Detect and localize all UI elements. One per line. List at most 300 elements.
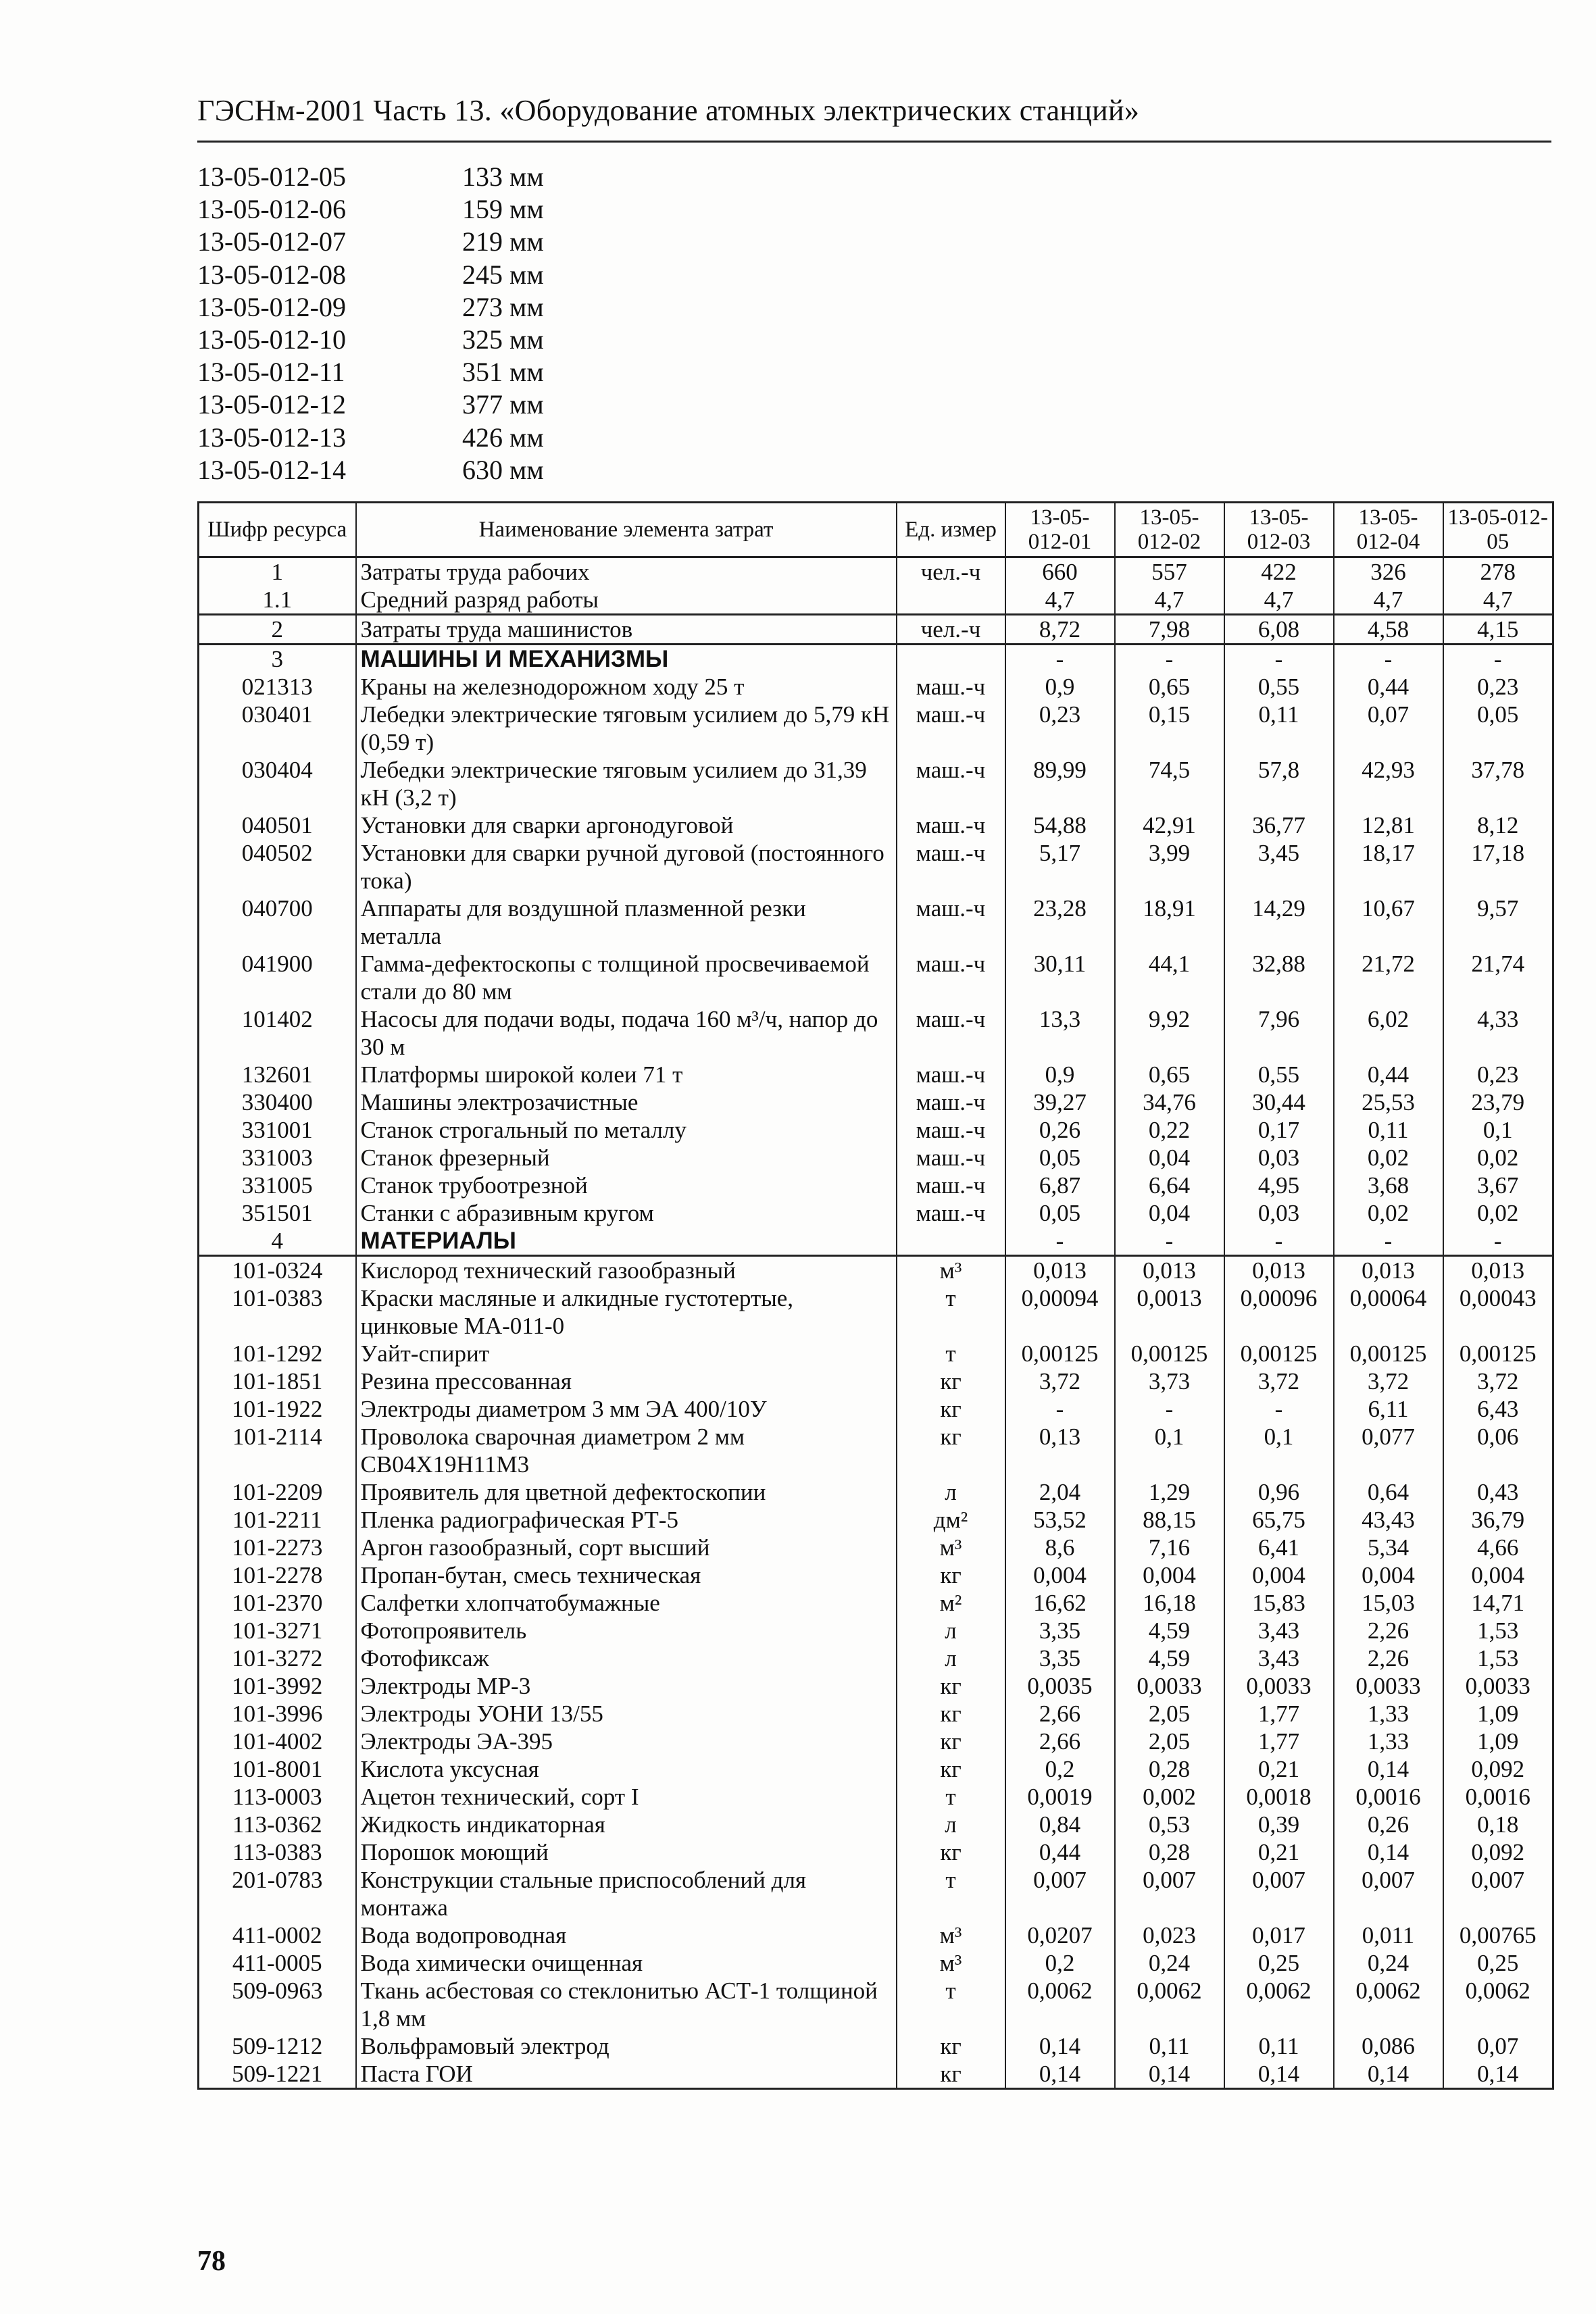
resource-value: 1,53: [1443, 1644, 1553, 1672]
page-number: 78: [197, 2246, 226, 2277]
resource-value: 44,1: [1115, 950, 1224, 1005]
resource-code: 1: [199, 557, 356, 586]
resource-unit: л: [897, 1617, 1005, 1644]
table-row: [199, 1367, 1553, 1395]
resource-value: 4,7: [1224, 586, 1334, 615]
resource-value: 0,03: [1224, 1144, 1334, 1172]
resource-name: МАТЕРИАЛЫ: [356, 1227, 897, 1256]
table-row: [199, 557, 1553, 586]
resource-value: 0,04: [1115, 1199, 1224, 1227]
table-row: [199, 586, 1553, 615]
resource-code: 101-3271: [199, 1617, 356, 1644]
resource-unit: кг: [897, 1838, 1005, 1866]
resource-value: 2,05: [1115, 1700, 1224, 1728]
table-row: [199, 811, 1553, 839]
resource-value: -: [1005, 1227, 1115, 1256]
resource-value: 0,05: [1443, 701, 1553, 756]
resource-value: 0,0033: [1115, 1672, 1224, 1700]
resource-unit: т: [897, 1284, 1005, 1340]
pipe-diameter: 426 мм: [462, 422, 544, 453]
resource-value: 0,0062: [1224, 1977, 1334, 2032]
resource-value: 3,99: [1115, 839, 1224, 895]
resource-value: 34,76: [1115, 1088, 1224, 1116]
resource-name: Проявитель для цветной дефектоскопии: [356, 1478, 897, 1506]
header-code: Шифр ресурса: [199, 503, 356, 557]
resource-value: 0,017: [1224, 1921, 1334, 1949]
resource-code: 411-0002: [199, 1921, 356, 1949]
resource-value: 0,00125: [1334, 1340, 1443, 1367]
resource-value: 0,00043: [1443, 1284, 1553, 1340]
resource-unit: л: [897, 1478, 1005, 1506]
table-row: [199, 1644, 1553, 1672]
resource-value: 0,2: [1005, 1949, 1115, 1977]
resource-value: 23,28: [1005, 895, 1115, 950]
resource-value: 0,96: [1224, 1478, 1334, 1506]
table-row: [199, 1700, 1553, 1728]
resource-value: 18,17: [1334, 839, 1443, 895]
resource-code: 101-3996: [199, 1700, 356, 1728]
resource-value: 422: [1224, 557, 1334, 586]
resource-value: 1,77: [1224, 1728, 1334, 1755]
resource-name: Станок фрезерный: [356, 1144, 897, 1172]
resource-name: Станок строгальный по металлу: [356, 1116, 897, 1144]
resource-value: 4,7: [1115, 586, 1224, 615]
resource-value: 42,91: [1115, 811, 1224, 839]
resource-value: 0,26: [1005, 1116, 1115, 1144]
resource-value: 0,44: [1334, 673, 1443, 701]
resource-name: Краски масляные и алкидные густотертые, цинковые МА-011-0: [356, 1284, 897, 1340]
resource-unit: л: [897, 1644, 1005, 1672]
resource-name: Паста ГОИ: [356, 2060, 897, 2089]
resource-value: 0,1: [1443, 1116, 1553, 1144]
resource-value: 0,007: [1224, 1866, 1334, 1921]
resource-value: 0,18: [1443, 1811, 1553, 1838]
resource-value: -: [1224, 1227, 1334, 1256]
table-row: [199, 1921, 1553, 1949]
resource-value: 0,84: [1005, 1811, 1115, 1838]
table-row: [199, 1172, 1553, 1199]
pipe-diameter: 630 мм: [462, 454, 544, 485]
resource-name: Салфетки хлопчатобумажные: [356, 1589, 897, 1617]
norm-code: 13-05-012-06: [197, 194, 346, 225]
resource-name: Кислота уксусная: [356, 1755, 897, 1783]
table-row: [199, 673, 1553, 701]
resource-unit: маш.-ч: [897, 756, 1005, 811]
resource-value: 16,62: [1005, 1589, 1115, 1617]
resource-value: 9,92: [1115, 1005, 1224, 1061]
resource-name: Гамма-дефектоскопы с толщиной просвечиваемой стали до 80 мм: [356, 950, 897, 1005]
table-row: [199, 1340, 1553, 1367]
resource-value: 1,33: [1334, 1700, 1443, 1728]
resource-value: 0,55: [1224, 673, 1334, 701]
resource-code: 331005: [199, 1172, 356, 1199]
resource-name: Машины электрозачистные: [356, 1088, 897, 1116]
resource-value: 0,23: [1005, 701, 1115, 756]
table-row: [199, 1561, 1553, 1589]
resource-value: 0,011: [1334, 1921, 1443, 1949]
resource-value: 0,023: [1115, 1921, 1224, 1949]
resource-value: 54,88: [1005, 811, 1115, 839]
resource-name: Лебедки электрические тяговым усилием до 5,79 кН (0,59 т): [356, 701, 897, 756]
resource-value: 0,00765: [1443, 1921, 1553, 1949]
resource-code: 113-0383: [199, 1838, 356, 1866]
table-row: [199, 1423, 1553, 1478]
header-col-1: 13-05-012-01: [1005, 503, 1115, 557]
resource-value: 36,77: [1224, 811, 1334, 839]
resource-code: 101402: [199, 1005, 356, 1061]
header-col-4: 13-05-012-04: [1334, 503, 1443, 557]
resource-value: -: [1115, 1395, 1224, 1423]
resource-code: 101-1851: [199, 1367, 356, 1395]
table-row: [199, 1728, 1553, 1755]
resource-code: 101-2114: [199, 1423, 356, 1478]
resource-name: Аппараты для воздушной плазменной резки металла: [356, 895, 897, 950]
resource-value: 3,72: [1005, 1367, 1115, 1395]
pipe-diameter: 351 мм: [462, 357, 544, 388]
resource-value: 4,7: [1443, 586, 1553, 615]
resource-value: 89,99: [1005, 756, 1115, 811]
resource-value: 4,7: [1334, 586, 1443, 615]
resource-value: 0,004: [1224, 1561, 1334, 1589]
resource-value: 0,65: [1115, 673, 1224, 701]
resource-value: 43,43: [1334, 1506, 1443, 1534]
resource-value: 0,2: [1005, 1755, 1115, 1783]
resource-value: 2,66: [1005, 1700, 1115, 1728]
header-col-3: 13-05-012-03: [1224, 503, 1334, 557]
resource-value: 0,013: [1005, 1256, 1115, 1285]
resource-value: 0,25: [1443, 1949, 1553, 1977]
resource-name: Электроды МР-3: [356, 1672, 897, 1700]
resource-code: 331001: [199, 1116, 356, 1144]
resource-name: Ткань асбестовая со стеклонитью АСТ-1 толщиной 1,8 мм: [356, 1977, 897, 2032]
resource-unit: дм²: [897, 1506, 1005, 1534]
resource-value: 30,11: [1005, 950, 1115, 1005]
resource-value: 0,25: [1224, 1949, 1334, 1977]
resource-unit: т: [897, 1340, 1005, 1367]
resource-value: 0,0062: [1115, 1977, 1224, 2032]
resource-value: 0,0016: [1443, 1783, 1553, 1811]
resource-value: 42,93: [1334, 756, 1443, 811]
resource-value: 0,43: [1443, 1478, 1553, 1506]
resource-value: 0,0013: [1115, 1284, 1224, 1340]
resource-name: Насосы для подачи воды, подача 160 м³/ч, напор до 30 м: [356, 1005, 897, 1061]
header-name: Наименование элемента затрат: [356, 503, 897, 557]
resource-code: 101-2370: [199, 1589, 356, 1617]
resource-code: 041900: [199, 950, 356, 1005]
resource-unit: маш.-ч: [897, 839, 1005, 895]
pipe-diameter: 273 мм: [462, 291, 544, 322]
resource-value: 7,96: [1224, 1005, 1334, 1061]
norm-code: 13-05-012-11: [197, 357, 345, 388]
resource-value: 4,59: [1115, 1644, 1224, 1672]
resource-value: 8,12: [1443, 811, 1553, 839]
resource-value: 326: [1334, 557, 1443, 586]
resource-unit: т: [897, 1977, 1005, 2032]
resource-value: 37,78: [1443, 756, 1553, 811]
table-row: [199, 1672, 1553, 1700]
resource-value: 0,0033: [1334, 1672, 1443, 1700]
resource-value: 3,73: [1115, 1367, 1224, 1395]
resource-unit: кг: [897, 1423, 1005, 1478]
resource-code: 2: [199, 615, 356, 645]
resource-value: 14,29: [1224, 895, 1334, 950]
resource-value: 1,33: [1334, 1728, 1443, 1755]
resource-value: 5,34: [1334, 1534, 1443, 1561]
resource-value: 1,77: [1224, 1700, 1334, 1728]
resource-value: 1,09: [1443, 1728, 1553, 1755]
resource-name: Вода химически очищенная: [356, 1949, 897, 1977]
resource-code: 351501: [199, 1199, 356, 1227]
table-row: [199, 1949, 1553, 1977]
resource-value: 6,43: [1443, 1395, 1553, 1423]
resource-name: Пленка радиографическая РТ-5: [356, 1506, 897, 1534]
resource-unit: кг: [897, 1561, 1005, 1589]
resource-value: 0,0035: [1005, 1672, 1115, 1700]
resource-value: 0,004: [1005, 1561, 1115, 1589]
resource-value: 3,72: [1224, 1367, 1334, 1395]
resource-value: 0,0062: [1005, 1977, 1115, 2032]
resource-value: 7,98: [1115, 615, 1224, 645]
resource-value: 2,05: [1115, 1728, 1224, 1755]
table-row: [199, 895, 1553, 950]
header-col-5: 13-05-012-05: [1443, 503, 1553, 557]
resource-name: Вольфрамовый электрод: [356, 2032, 897, 2060]
resource-value: 3,72: [1443, 1367, 1553, 1395]
norm-code: 13-05-012-14: [197, 454, 346, 485]
resource-name: Проволока сварочная диаметром 2 мм СВ04Х19Н11М3: [356, 1423, 897, 1478]
resource-value: 0,0018: [1224, 1783, 1334, 1811]
resource-value: -: [1224, 1395, 1334, 1423]
resource-unit: [897, 586, 1005, 615]
resource-unit: маш.-ч: [897, 1172, 1005, 1199]
resource-value: 3,43: [1224, 1617, 1334, 1644]
table-row: [199, 1256, 1553, 1285]
section-row: [199, 645, 1553, 674]
resource-unit: маш.-ч: [897, 1061, 1005, 1088]
resource-unit: м³: [897, 1921, 1005, 1949]
resource-value: 21,72: [1334, 950, 1443, 1005]
resource-value: 0,00064: [1334, 1284, 1443, 1340]
resource-value: 278: [1443, 557, 1553, 586]
resource-value: 4,15: [1443, 615, 1553, 645]
resource-code: 101-3272: [199, 1644, 356, 1672]
resource-value: -: [1334, 1227, 1443, 1256]
resource-value: 0,05: [1005, 1199, 1115, 1227]
resource-value: 0,14: [1334, 1838, 1443, 1866]
resource-unit: м³: [897, 1256, 1005, 1285]
pipe-diameter: 133 мм: [462, 161, 544, 192]
header-col-2: 13-05-012-02: [1115, 503, 1224, 557]
resource-value: 0,0033: [1224, 1672, 1334, 1700]
resource-value: 18,91: [1115, 895, 1224, 950]
resource-value: 32,88: [1224, 950, 1334, 1005]
table-row: [199, 1284, 1553, 1340]
resource-value: 0,00125: [1005, 1340, 1115, 1367]
resource-name: Ацетон технический, сорт I: [356, 1783, 897, 1811]
resource-value: -: [1334, 645, 1443, 674]
resource-value: 0,1: [1115, 1423, 1224, 1478]
resource-value: 10,67: [1334, 895, 1443, 950]
resource-value: 0,21: [1224, 1755, 1334, 1783]
resource-value: 4,33: [1443, 1005, 1553, 1061]
table-header-row: [199, 503, 1553, 557]
resource-value: 0,39: [1224, 1811, 1334, 1838]
resource-value: 0,11: [1115, 2032, 1224, 2060]
resource-value: 36,79: [1443, 1506, 1553, 1534]
resource-unit: кг: [897, 2032, 1005, 2060]
resource-code: 101-2278: [199, 1561, 356, 1589]
resource-value: 0,092: [1443, 1838, 1553, 1866]
resource-code: 509-1212: [199, 2032, 356, 2060]
table-row: [199, 1199, 1553, 1227]
resource-table: [197, 501, 1554, 2090]
resource-value: 0,14: [1334, 2060, 1443, 2089]
resource-unit: чел.-ч: [897, 615, 1005, 645]
resource-code: 101-0383: [199, 1284, 356, 1340]
resource-code: 101-3992: [199, 1672, 356, 1700]
resource-name: МАШИНЫ И МЕХАНИЗМЫ: [356, 645, 897, 674]
resource-name: Лебедки электрические тяговым усилием до 31,39 кН (3,2 т): [356, 756, 897, 811]
resource-value: 0,05: [1005, 1144, 1115, 1172]
resource-value: 0,013: [1224, 1256, 1334, 1285]
resource-unit: м³: [897, 1949, 1005, 1977]
resource-value: 0,26: [1334, 1811, 1443, 1838]
resource-value: 0,28: [1115, 1838, 1224, 1866]
resource-name: Установки для сварки ручной дуговой (постоянного тока): [356, 839, 897, 895]
table-row: [199, 1838, 1553, 1866]
resource-value: 0,64: [1334, 1478, 1443, 1506]
resource-value: 1,53: [1443, 1617, 1553, 1644]
resource-value: 0,0062: [1443, 1977, 1553, 2032]
resource-code: 101-2209: [199, 1478, 356, 1506]
resource-value: 0,14: [1224, 2060, 1334, 2089]
resource-value: 16,18: [1115, 1589, 1224, 1617]
resource-value: 0,14: [1005, 2060, 1115, 2089]
resource-value: 0,00094: [1005, 1284, 1115, 1340]
resource-code: 201-0783: [199, 1866, 356, 1921]
resource-value: 0,22: [1115, 1116, 1224, 1144]
resource-value: -: [1443, 1227, 1553, 1256]
table-row: [199, 1811, 1553, 1838]
resource-unit: кг: [897, 1755, 1005, 1783]
pipe-diameter: 219 мм: [462, 226, 544, 257]
resource-value: 0,21: [1224, 1838, 1334, 1866]
resource-value: 0,00125: [1443, 1340, 1553, 1367]
resource-code: 040502: [199, 839, 356, 895]
resource-value: 0,007: [1005, 1866, 1115, 1921]
table-row: [199, 1144, 1553, 1172]
resource-unit: маш.-ч: [897, 1144, 1005, 1172]
norm-code: 13-05-012-13: [197, 422, 346, 453]
resource-value: 3,35: [1005, 1617, 1115, 1644]
resource-name: Фотопроявитель: [356, 1617, 897, 1644]
resource-code: 113-0362: [199, 1811, 356, 1838]
resource-value: -: [1115, 645, 1224, 674]
resource-name: Электроды диаметром 3 мм ЭА 400/10У: [356, 1395, 897, 1423]
resource-code: 040700: [199, 895, 356, 950]
resource-value: 0,007: [1334, 1866, 1443, 1921]
resource-unit: маш.-ч: [897, 895, 1005, 950]
header-rule: [197, 141, 1551, 143]
resource-name: Пропан-бутан, смесь техническая: [356, 1561, 897, 1589]
page-header: ГЭСНм-2001 Часть 13. «Оборудование атомных электрических станций»: [197, 94, 1140, 127]
resource-name: Вода водопроводная: [356, 1921, 897, 1949]
resource-value: 6,11: [1334, 1395, 1443, 1423]
resource-value: 0,9: [1005, 673, 1115, 701]
table-row: [199, 1755, 1553, 1783]
resource-value: 0,44: [1005, 1838, 1115, 1866]
resource-value: 0,24: [1334, 1949, 1443, 1977]
resource-value: 74,5: [1115, 756, 1224, 811]
resource-name: Уайт-спирит: [356, 1340, 897, 1367]
resource-value: 0,004: [1443, 1561, 1553, 1589]
resource-value: 15,83: [1224, 1589, 1334, 1617]
resource-code: 021313: [199, 673, 356, 701]
resource-code: 509-1221: [199, 2060, 356, 2089]
resource-value: 0,11: [1224, 701, 1334, 756]
resource-value: 0,14: [1443, 2060, 1553, 2089]
resource-code: 101-2211: [199, 1506, 356, 1534]
resource-value: 0,17: [1224, 1116, 1334, 1144]
resource-value: 0,00125: [1115, 1340, 1224, 1367]
table-row: [199, 950, 1553, 1005]
resource-value: 0,14: [1005, 2032, 1115, 2060]
resource-value: 6,87: [1005, 1172, 1115, 1199]
resource-value: 0,013: [1443, 1256, 1553, 1285]
table-row: [199, 1478, 1553, 1506]
resource-value: 0,07: [1334, 701, 1443, 756]
resource-name: Электроды ЭА-395: [356, 1728, 897, 1755]
resource-value: 15,03: [1334, 1589, 1443, 1617]
resource-value: 1,29: [1115, 1478, 1224, 1506]
resource-value: 4,58: [1334, 615, 1443, 645]
resource-value: 557: [1115, 557, 1224, 586]
resource-unit: т: [897, 1866, 1005, 1921]
resource-unit: маш.-ч: [897, 950, 1005, 1005]
resource-unit: кг: [897, 2060, 1005, 2089]
resource-name: Затраты труда машинистов: [356, 615, 897, 645]
pipe-diameter: 245 мм: [462, 259, 544, 290]
resource-value: 0,14: [1334, 1755, 1443, 1783]
table-row: [199, 1866, 1553, 1921]
table-row: [199, 1395, 1553, 1423]
resource-code: 101-8001: [199, 1755, 356, 1783]
resource-unit: кг: [897, 1367, 1005, 1395]
resource-value: 3,45: [1224, 839, 1334, 895]
resource-value: 0,13: [1005, 1423, 1115, 1478]
resource-value: 0,0019: [1005, 1783, 1115, 1811]
resource-value: 4,7: [1005, 586, 1115, 615]
resource-value: 39,27: [1005, 1088, 1115, 1116]
resource-value: 0,00125: [1224, 1340, 1334, 1367]
table-row: [199, 1977, 1553, 2032]
resource-value: 0,02: [1334, 1199, 1443, 1227]
resource-name: Аргон газообразный, сорт высший: [356, 1534, 897, 1561]
resource-value: 25,53: [1334, 1088, 1443, 1116]
resource-name: Станок трубоотрезной: [356, 1172, 897, 1199]
resource-name: Затраты труда рабочих: [356, 557, 897, 586]
resource-value: 0,11: [1224, 2032, 1334, 2060]
resource-code: 113-0003: [199, 1783, 356, 1811]
pipe-diameter: 377 мм: [462, 389, 544, 420]
resource-value: 0,086: [1334, 2032, 1443, 2060]
resource-value: 0,092: [1443, 1755, 1553, 1783]
resource-value: 57,8: [1224, 756, 1334, 811]
resource-code: 030404: [199, 756, 356, 811]
resource-value: 53,52: [1005, 1506, 1115, 1534]
resource-name: Жидкость индикаторная: [356, 1811, 897, 1838]
resource-value: 0,14: [1115, 2060, 1224, 2089]
